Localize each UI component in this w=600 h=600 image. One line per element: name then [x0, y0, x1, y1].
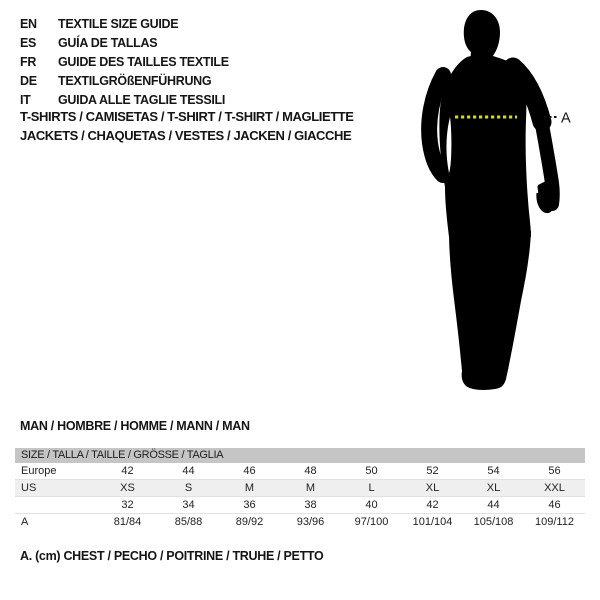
table-cell: L	[368, 482, 375, 494]
man-silhouette	[429, 10, 554, 390]
table-row-numeric	[15, 496, 585, 513]
table-cell: 54	[487, 465, 500, 477]
table-cell: XL	[486, 482, 501, 494]
table-cell: 89/92	[235, 516, 264, 528]
language-row-es	[20, 34, 229, 53]
language-code: ES	[20, 36, 37, 50]
language-label: GUIDA ALLE TAGLIE TESSILI	[58, 93, 226, 107]
table-cell: 44	[487, 499, 500, 511]
table-cell: S	[184, 482, 193, 494]
language-label: GUIDE DES TAILLES TEXTILE	[58, 55, 229, 69]
table-cell: 44	[182, 465, 195, 477]
table-cell: 105/108	[473, 516, 514, 528]
category-jackets: JACKETS / CHAQUETAS / VESTES / JACKEN / GIACCHE	[20, 127, 352, 143]
measurement-footnote: A. (cm) CHEST / PECHO / POITRINE / TRUHE / PETTO	[20, 549, 324, 563]
table-row-chest-a	[15, 513, 585, 530]
table-cell: 97/100	[354, 516, 389, 528]
section-title-man: MAN / HOMBRE / HOMME / MANN / MAN	[20, 419, 250, 433]
language-row-en	[20, 15, 229, 34]
table-cell: 93/96	[296, 516, 325, 528]
table-cell: M	[305, 482, 316, 494]
table-cell: XL	[425, 482, 440, 494]
language-row-de	[20, 72, 229, 91]
table-cell: 46	[548, 499, 561, 511]
language-list	[20, 15, 229, 110]
table-cell: 81/84	[113, 516, 142, 528]
table-cell: 46	[243, 465, 256, 477]
category-tshirts: T-SHIRTS / CAMISETAS / T-SHIRT / T-SHIRT / MAGLIETTE	[20, 109, 354, 124]
table-row-europe	[15, 463, 585, 479]
table-cell: 40	[365, 499, 378, 511]
table-cell: 34	[182, 499, 195, 511]
language-code: DE	[20, 74, 37, 88]
table-cell: 50	[365, 465, 378, 477]
table-cell: 36	[243, 499, 256, 511]
table-cell: 38	[304, 499, 317, 511]
table-cell: 42	[121, 465, 134, 477]
language-label: GUÍA DE TALLAS	[58, 36, 158, 50]
right-arm-gap	[529, 141, 537, 193]
row-label	[15, 497, 97, 513]
table-cell: 42	[426, 499, 439, 511]
table-row-us	[15, 479, 585, 496]
table-cell: M	[244, 482, 255, 494]
language-label: TEXTILGRÖßENFÜHRUNG	[58, 74, 212, 88]
table-cell: 85/88	[174, 516, 203, 528]
size-table	[15, 448, 585, 530]
language-code: IT	[20, 93, 31, 107]
row-label: US	[21, 482, 37, 494]
language-row-fr	[20, 53, 229, 72]
row-label: A	[21, 516, 29, 528]
measure-label-a: A	[561, 110, 571, 127]
table-cell: XS	[120, 482, 135, 494]
man-silhouette-figure	[403, 5, 573, 400]
language-label: TEXTILE SIZE GUIDE	[58, 17, 179, 31]
table-cell: 56	[548, 465, 561, 477]
table-cell: 52	[426, 465, 439, 477]
category-list	[20, 108, 354, 145]
row-label: Europe	[21, 465, 57, 477]
table-cell: 32	[121, 499, 134, 511]
table-cell: 48	[304, 465, 317, 477]
table-cell: XXL	[544, 482, 565, 494]
language-code: FR	[20, 55, 37, 69]
table-cell: 109/112	[535, 516, 574, 528]
size-table-header: SIZE / TALLA / TAILLE / GRÖSSE / TAGLIA	[15, 448, 585, 463]
language-code: EN	[20, 17, 37, 31]
table-cell: 101/104	[412, 516, 453, 528]
